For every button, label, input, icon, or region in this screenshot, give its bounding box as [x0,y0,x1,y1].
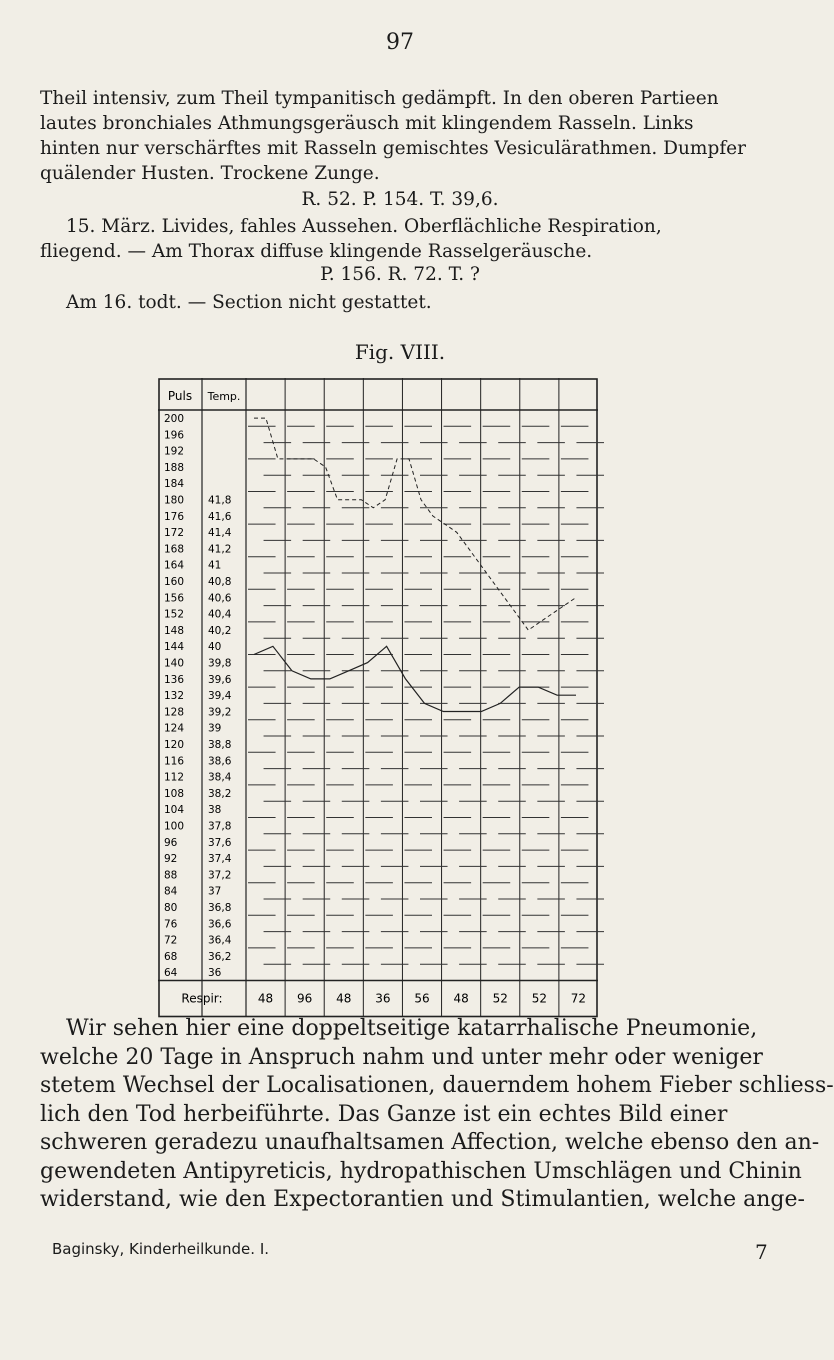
puls-tick-label: 180 [164,494,185,507]
temp-tick-label: 40,8 [208,576,232,588]
temp-tick-label: 38,8 [208,739,232,751]
puls-tick-label: 200 [164,413,185,425]
text-line: lautes bronchiales Athmungsgeräusch mit klingendem Rasseln. Links [40,113,694,134]
text-line: hinten nur verschärftes mit Rasseln gemischtes Vesiculärathmen. Dumpfer [40,138,746,159]
text-line: stetem Wechsel der Localisationen, dauerndem hohem Fieber schliess- [40,1073,834,1098]
puls-tick-label: 144 [164,641,185,654]
header-temp: Temp. [207,390,241,403]
puls-tick-label: 68 [164,950,178,963]
temp-tick-label: 37,2 [208,869,232,882]
temp-tick-label: 37,6 [208,836,232,849]
temp-tick-label: 36 [208,967,222,980]
text-line: widerstand, wie den Expectorantien und Stimulantien, welche ange- [40,1187,805,1212]
puls-tick-label: 88 [164,869,178,882]
paragraph-4 [40,1015,834,1215]
fever-chart-svg [158,378,598,1006]
temp-tick-label: 36,6 [208,918,232,931]
temp-tick-label: 38,4 [208,771,232,784]
footer-reference: Baginsky, Kinderheilkunde. I. [52,1240,270,1258]
puls-tick-label: 100 [164,820,185,833]
puls-tick-label: 72 [164,934,178,947]
temp-tick-label: 36,2 [208,950,232,963]
text-line: gewendeten Antipyreticis, hydropathischen Umschlägen und Chinin [40,1158,802,1184]
temp-tick-label: 36,4 [208,934,232,947]
puls-tick-label: 160 [164,576,185,588]
temp-tick-label: 41,8 [208,494,232,507]
temp-tick-label: 40 [208,641,222,654]
vitals-line-1: R. 52. P. 154. T. 39,6. [301,189,499,210]
temp-tick-label: 37,4 [208,853,232,866]
fever-chart [158,378,598,1006]
temp-tick-label: 38 [208,804,222,817]
text-line: schweren geradezu unaufhaltsamen Affection, welche ebenso den an- [40,1130,820,1155]
puls-tick-label: 92 [164,853,178,866]
puls-tick-label: 168 [164,543,185,556]
text-line: fliegend. — Am Thorax diffuse klingende Rasselgeräusche. [40,241,593,262]
temp-tick-label: 41,6 [208,510,232,523]
temp-tick-label: 39,2 [208,706,232,719]
puls-tick-label: 156 [164,592,185,605]
puls-tick-label: 136 [164,673,185,686]
puls-tick-label: 104 [164,804,185,817]
figure-caption: Fig. VIII. [354,340,446,364]
signature-mark: 7 [755,1240,768,1264]
text-line: Theil intensiv, zum Theil tympanitisch gedämpft. In den oberen Partieen [40,88,719,109]
puls-tick-label: 184 [164,478,185,491]
temp-tick-label: 41,4 [208,527,232,540]
temp-tick-label: 37 [208,885,222,898]
puls-tick-label: 176 [164,510,185,523]
temp-tick-label: 38,6 [208,755,232,768]
temp-tick-label: 40,4 [208,608,232,621]
puls-tick-label: 64 [164,967,178,980]
vitals-line-2: P. 156. R. 72. T. ? [320,264,480,285]
paragraph-2 [40,214,770,264]
respir-value: 72 [570,991,587,1006]
puls-tick-label: 196 [164,429,185,442]
puls-tick-label: 172 [164,527,185,540]
respir-value: 48 [257,991,274,1006]
puls-tick-label: 148 [164,624,185,637]
temp-tick-label: 37,8 [208,820,232,833]
puls-tick-label: 192 [164,445,185,458]
temp-tick-label: 39,6 [208,673,232,686]
puls-tick-label: 128 [164,706,185,719]
puls-tick-label: 132 [164,690,185,703]
respir-value: 48 [336,991,352,1006]
respir-value: 36 [375,991,391,1006]
temp-tick-label: 41 [208,559,222,572]
text-line: Wir sehen hier eine doppeltseitige katarrhalische Pneumonie, [66,1016,758,1041]
respir-value: 56 [414,991,430,1006]
page-number: 97 [386,30,414,55]
temp-tick-label: 41,2 [208,543,232,556]
puls-tick-label: 120 [164,739,185,751]
temp-tick-label: 36,8 [208,902,232,914]
puls-tick-label: 108 [164,787,185,800]
text-line: lich den Tod herbeiführte. Das Ganze ist ein echtes Bild einer [40,1101,728,1127]
temp-tick-label: 40,6 [208,592,232,605]
temp-tick-label: 39,4 [208,690,232,703]
puls-tick-label: 84 [164,885,178,898]
puls-tick-label: 164 [164,559,185,572]
respir-label: Respir: [181,991,223,1006]
puls-tick-label: 96 [164,836,178,849]
puls-tick-label: 112 [164,771,185,784]
respir-value: 48 [453,991,469,1006]
paragraph-3 [40,290,770,315]
puls-tick-label: 76 [164,918,178,931]
puls-tick-label: 116 [164,755,185,768]
paragraph-1 [40,86,770,186]
text-line: welche 20 Tage in Anspruch nahm und unter mehr oder weniger [40,1044,763,1070]
text-line: Am 16. todt. — Section nicht gestattet. [66,292,432,313]
series-temp [254,646,576,711]
puls-tick-label: 80 [164,902,178,914]
temp-tick-label: 39,8 [208,657,232,670]
puls-tick-label: 152 [164,608,185,621]
text-line: 15. März. Livides, fahles Aussehen. Oberflächliche Respiration, [66,216,662,237]
puls-tick-label: 124 [164,722,185,735]
temp-tick-label: 38,2 [208,787,232,800]
puls-tick-label: 188 [164,461,185,474]
puls-tick-label: 140 [164,657,185,670]
header-puls: Puls [167,389,193,403]
respir-value: 96 [297,991,313,1006]
respir-value: 52 [531,991,547,1006]
text-line: quälender Husten. Trockene Zunge. [40,163,380,184]
temp-tick-label: 39 [208,722,222,735]
temp-tick-label: 40,2 [208,624,232,637]
respir-value: 52 [492,991,508,1006]
